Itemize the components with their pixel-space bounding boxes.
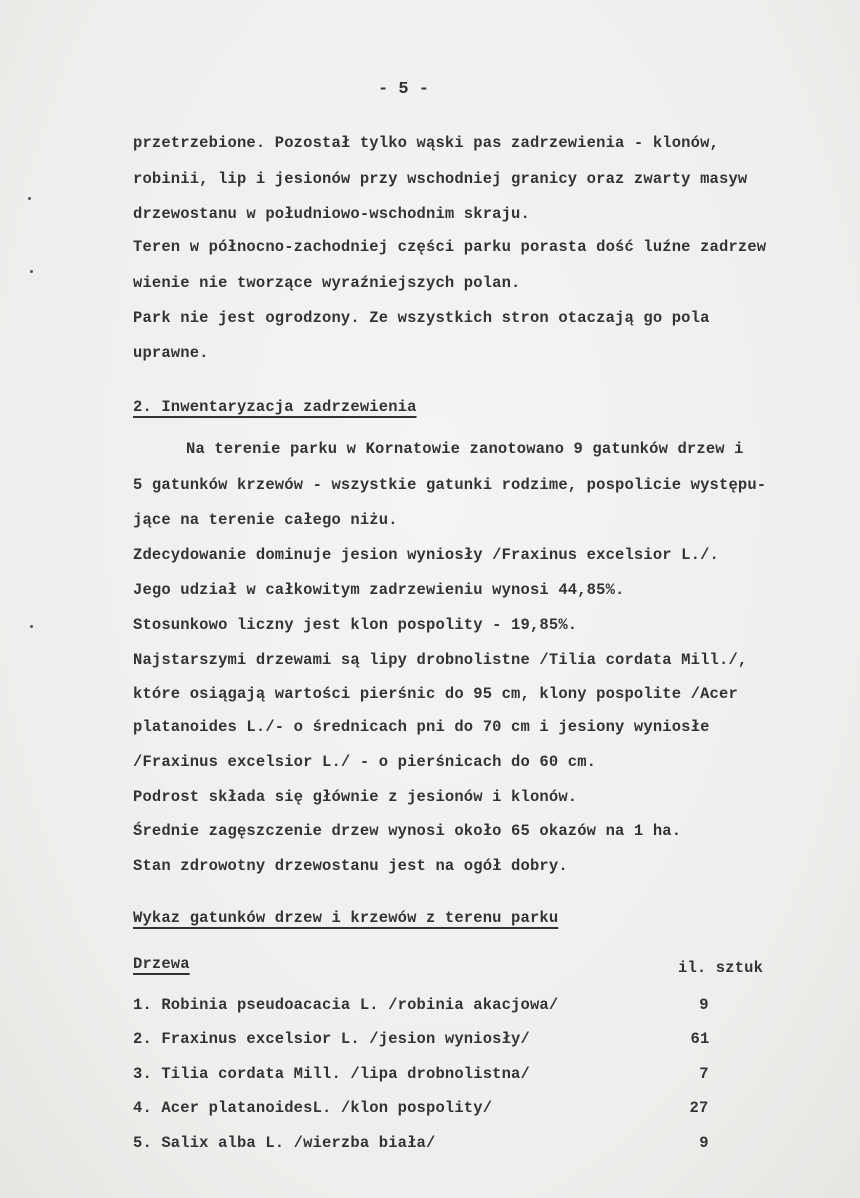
text-line: jące na terenie całego niżu.	[133, 511, 398, 529]
species-count: 61	[690, 1030, 710, 1048]
species-name: 5. Salix alba L. /wierzba biała/	[133, 1134, 436, 1152]
table-header-count: il. sztuk	[678, 959, 764, 977]
text-line: 5 gatunków krzewów - wszystkie gatunki rodzime, pospolicie występu-	[133, 476, 767, 494]
text-line: Podrost składa się głównie z jesionów i klonów.	[133, 788, 578, 806]
table-header-trees: Drzewa	[133, 955, 190, 973]
text-line: Na terenie parku w Kornatowie zanotowano 9 gatunków drzew i	[186, 440, 744, 458]
text-line: robinii, lip i jesionów przy wschodniej granicy oraz zwarty masyw	[133, 170, 748, 188]
species-count: 9	[699, 996, 709, 1014]
species-name: 3. Tilia cordata Mill. /lipa drobnolistna/	[133, 1065, 530, 1083]
text-line: Teren w północno-zachodniej części parku porasta dość luźne zadrzew	[133, 238, 767, 256]
text-line: Stan zdrowotny drzewostanu jest na ogół dobry.	[133, 857, 568, 875]
list-heading: Wykaz gatunków drzew i krzewów z terenu parku	[133, 909, 559, 927]
species-name: 4. Acer platanoidesL. /klon pospolity/	[133, 1099, 493, 1117]
section-heading: 2. Inwentaryzacja zadrzewienia	[133, 398, 417, 416]
text-line: /Fraxinus excelsior L./ - o pierśnicach do 60 cm.	[133, 753, 597, 771]
text-line: Stosunkowo liczny jest klon pospolity - 19,85%.	[133, 616, 578, 634]
text-line: wienie nie tworzące wyraźniejszych polan.	[133, 274, 521, 292]
text-line: Najstarszymi drzewami są lipy drobnolistne /Tilia cordata Mill./,	[133, 651, 748, 669]
margin-mark	[30, 625, 33, 628]
text-line: platanoides L./- o średnicach pni do 70 cm i jesiony wyniosłe	[133, 718, 710, 736]
page-number: - 5 -	[378, 80, 430, 99]
text-line: drzewostanu w południowo-wschodnim skraju.	[133, 205, 530, 223]
species-count: 7	[699, 1065, 709, 1083]
species-name: 1. Robinia pseudoacacia L. /robinia akacjowa/	[133, 996, 559, 1014]
text-line: Zdecydowanie dominuje jesion wyniosły /Fraxinus excelsior L./.	[133, 546, 719, 564]
text-line: Jego udział w całkowitym zadrzewieniu wynosi 44,85%.	[133, 581, 625, 599]
species-name: 2. Fraxinus excelsior L. /jesion wyniosły/	[133, 1030, 530, 1048]
text-line: które osiągają wartości pierśnic do 95 cm, klony pospolite /Acer	[133, 685, 738, 703]
species-count: 27	[689, 1099, 709, 1117]
text-line: przetrzebione. Pozostał tylko wąski pas zadrzewienia - klonów,	[133, 134, 719, 152]
text-line: Średnie zagęszczenie drzew wynosi około 65 okazów na 1 ha.	[133, 822, 682, 840]
margin-mark	[30, 270, 33, 273]
species-count: 9	[699, 1134, 709, 1152]
margin-mark	[28, 197, 31, 200]
text-line: Park nie jest ogrodzony. Ze wszystkich stron otaczają go pola	[133, 309, 710, 327]
text-line: uprawne.	[133, 344, 209, 362]
